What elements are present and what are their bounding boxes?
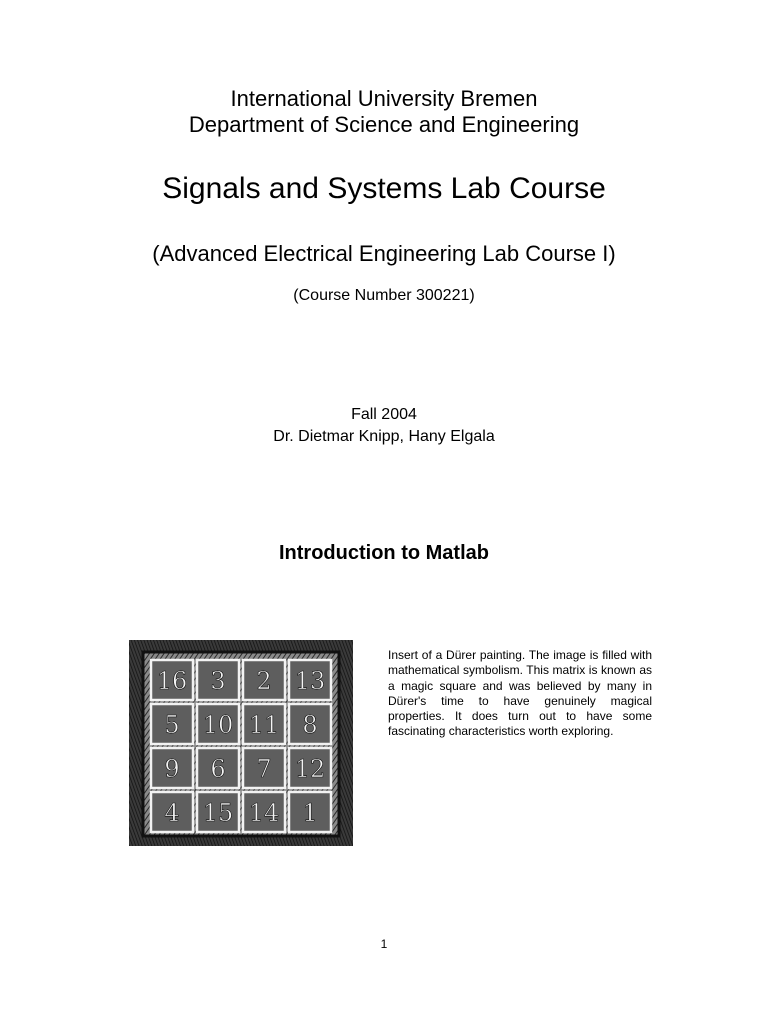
- university-name: International University Bremen: [230, 86, 538, 111]
- magic-square-number: 8: [302, 711, 318, 739]
- magic-square-number: 2: [256, 667, 272, 695]
- magic-square-number: 13: [294, 667, 326, 695]
- magic-square-number: 6: [210, 755, 226, 783]
- magic-square-number: 5: [164, 711, 180, 739]
- magic-square-number: 10: [202, 711, 234, 739]
- magic-square-number: 16: [156, 667, 188, 695]
- department-name: Department of Science and Engineering: [188, 112, 580, 137]
- figure-caption: Insert of a Dürer painting. The image is filled with mathematical symbolism. This matrix is known as a magic square and was believed by many in Dürer's time to have genuinely magical properties. It does turn out to have some fascinating characteristics worth exploring.: [388, 648, 652, 739]
- durer-magic-square-image: [115, 632, 367, 848]
- magic-square-number: 11: [248, 711, 280, 739]
- magic-square-number: 12: [294, 755, 326, 783]
- magic-square-number: 14: [248, 799, 280, 827]
- magic-square-number: 3: [210, 667, 226, 695]
- section-title: Introduction to Matlab: [279, 542, 489, 564]
- magic-square-number: 9: [164, 755, 180, 783]
- magic-square-number: 7: [256, 755, 272, 783]
- magic-square-number: 15: [202, 799, 234, 827]
- magic-square-number: 1: [302, 799, 318, 827]
- page-number: 1: [380, 937, 388, 951]
- magic-square-number: 4: [164, 799, 180, 827]
- term: Fall 2004: [351, 406, 417, 423]
- course-title: Signals and Systems Lab Course: [162, 172, 606, 205]
- course-subtitle: (Advanced Electrical Engineering Lab Course I): [152, 241, 616, 266]
- magic-square-engraving: [115, 632, 367, 848]
- authors: Dr. Dietmar Knipp, Hany Elgala: [273, 428, 495, 445]
- course-number: (Course Number 300221): [293, 287, 475, 304]
